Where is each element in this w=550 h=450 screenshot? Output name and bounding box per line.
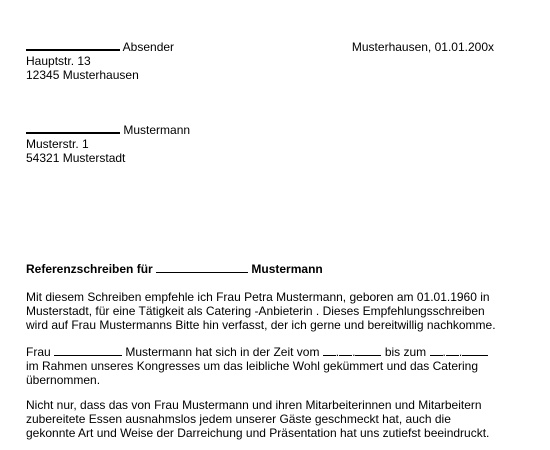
end-month-blank[interactable]: [446, 354, 459, 356]
subject-name-blank[interactable]: [156, 271, 248, 273]
paragraph-1-line: Musterstadt, für eine Tätigkeit als Catering -Anbieterin . Dieses Empfehlungsschreiben: [26, 304, 485, 318]
sender-name-label: Absender: [122, 40, 175, 54]
place-date: Musterhausen, 01.01.200x: [351, 40, 494, 54]
date-dot: .: [335, 345, 340, 359]
start-day-blank[interactable]: [323, 354, 336, 356]
sender-name-blank[interactable]: [26, 48, 120, 51]
paragraph-2-line: übernommen.: [26, 373, 101, 387]
paragraph-3-line: zubereitete Essen ausnahmslos jedem unserer Gäste geschmeckt hat, auch die: [26, 412, 451, 426]
end-year-blank[interactable]: [462, 354, 488, 356]
start-year-blank[interactable]: [355, 354, 381, 356]
recipient-name-label: Mustermann: [123, 123, 191, 137]
first-name-blank[interactable]: [54, 354, 122, 356]
recipient-name-line: [26, 123, 190, 137]
paragraph-2-line: im Rahmen unseres Kongresses um das leibliche Wohl gekümmert und das Catering: [26, 359, 478, 373]
recipient-name-blank[interactable]: [26, 131, 120, 134]
sender-city: 12345 Musterhausen: [26, 68, 139, 82]
paragraph-3-line: gekonnte Art und Weise der Darreichung und Präsentation hat uns zutiefst beeindruckt.: [26, 426, 490, 440]
subject-line: [26, 262, 323, 276]
paragraph-1-line: Mit diesem Schreiben empfehle ich Frau Petra Mustermann, geboren am 01.01.1960 in: [26, 290, 490, 304]
sender-name-line: [26, 40, 174, 54]
recipient-street: Musterstr. 1: [26, 137, 89, 151]
date-dot: .: [352, 345, 356, 359]
frau-label: Frau: [26, 345, 51, 359]
date-dot: .: [442, 345, 446, 359]
paragraph-2-first-line: [26, 345, 526, 359]
date-dot: .: [458, 345, 463, 359]
paragraph-1-line: wird auf Frau Mustermanns Bitte hin verfasst, der ich gerne und bereitwillig nachkomme.: [26, 318, 496, 332]
end-day-blank[interactable]: [430, 354, 443, 356]
recipient-city: 54321 Musterstadt: [26, 151, 126, 165]
subject-suffix: Mustermann: [251, 262, 323, 276]
paragraph-1: [26, 290, 526, 332]
period-text: Mustermann hat sich in der Zeit vom: [125, 345, 320, 359]
paragraph-3: [26, 398, 526, 440]
sender-street: Hauptstr. 13: [26, 54, 91, 68]
subject-prefix: Referenzschreiben für: [26, 262, 153, 276]
paragraph-2: [26, 345, 526, 387]
paragraph-3-line: Nicht nur, dass das von Frau Mustermann und ihren Mitarbeiterinnen und Mitarbeitern: [26, 398, 482, 412]
start-month-blank[interactable]: [339, 354, 352, 356]
bis-zum-label: bis zum: [384, 345, 427, 359]
